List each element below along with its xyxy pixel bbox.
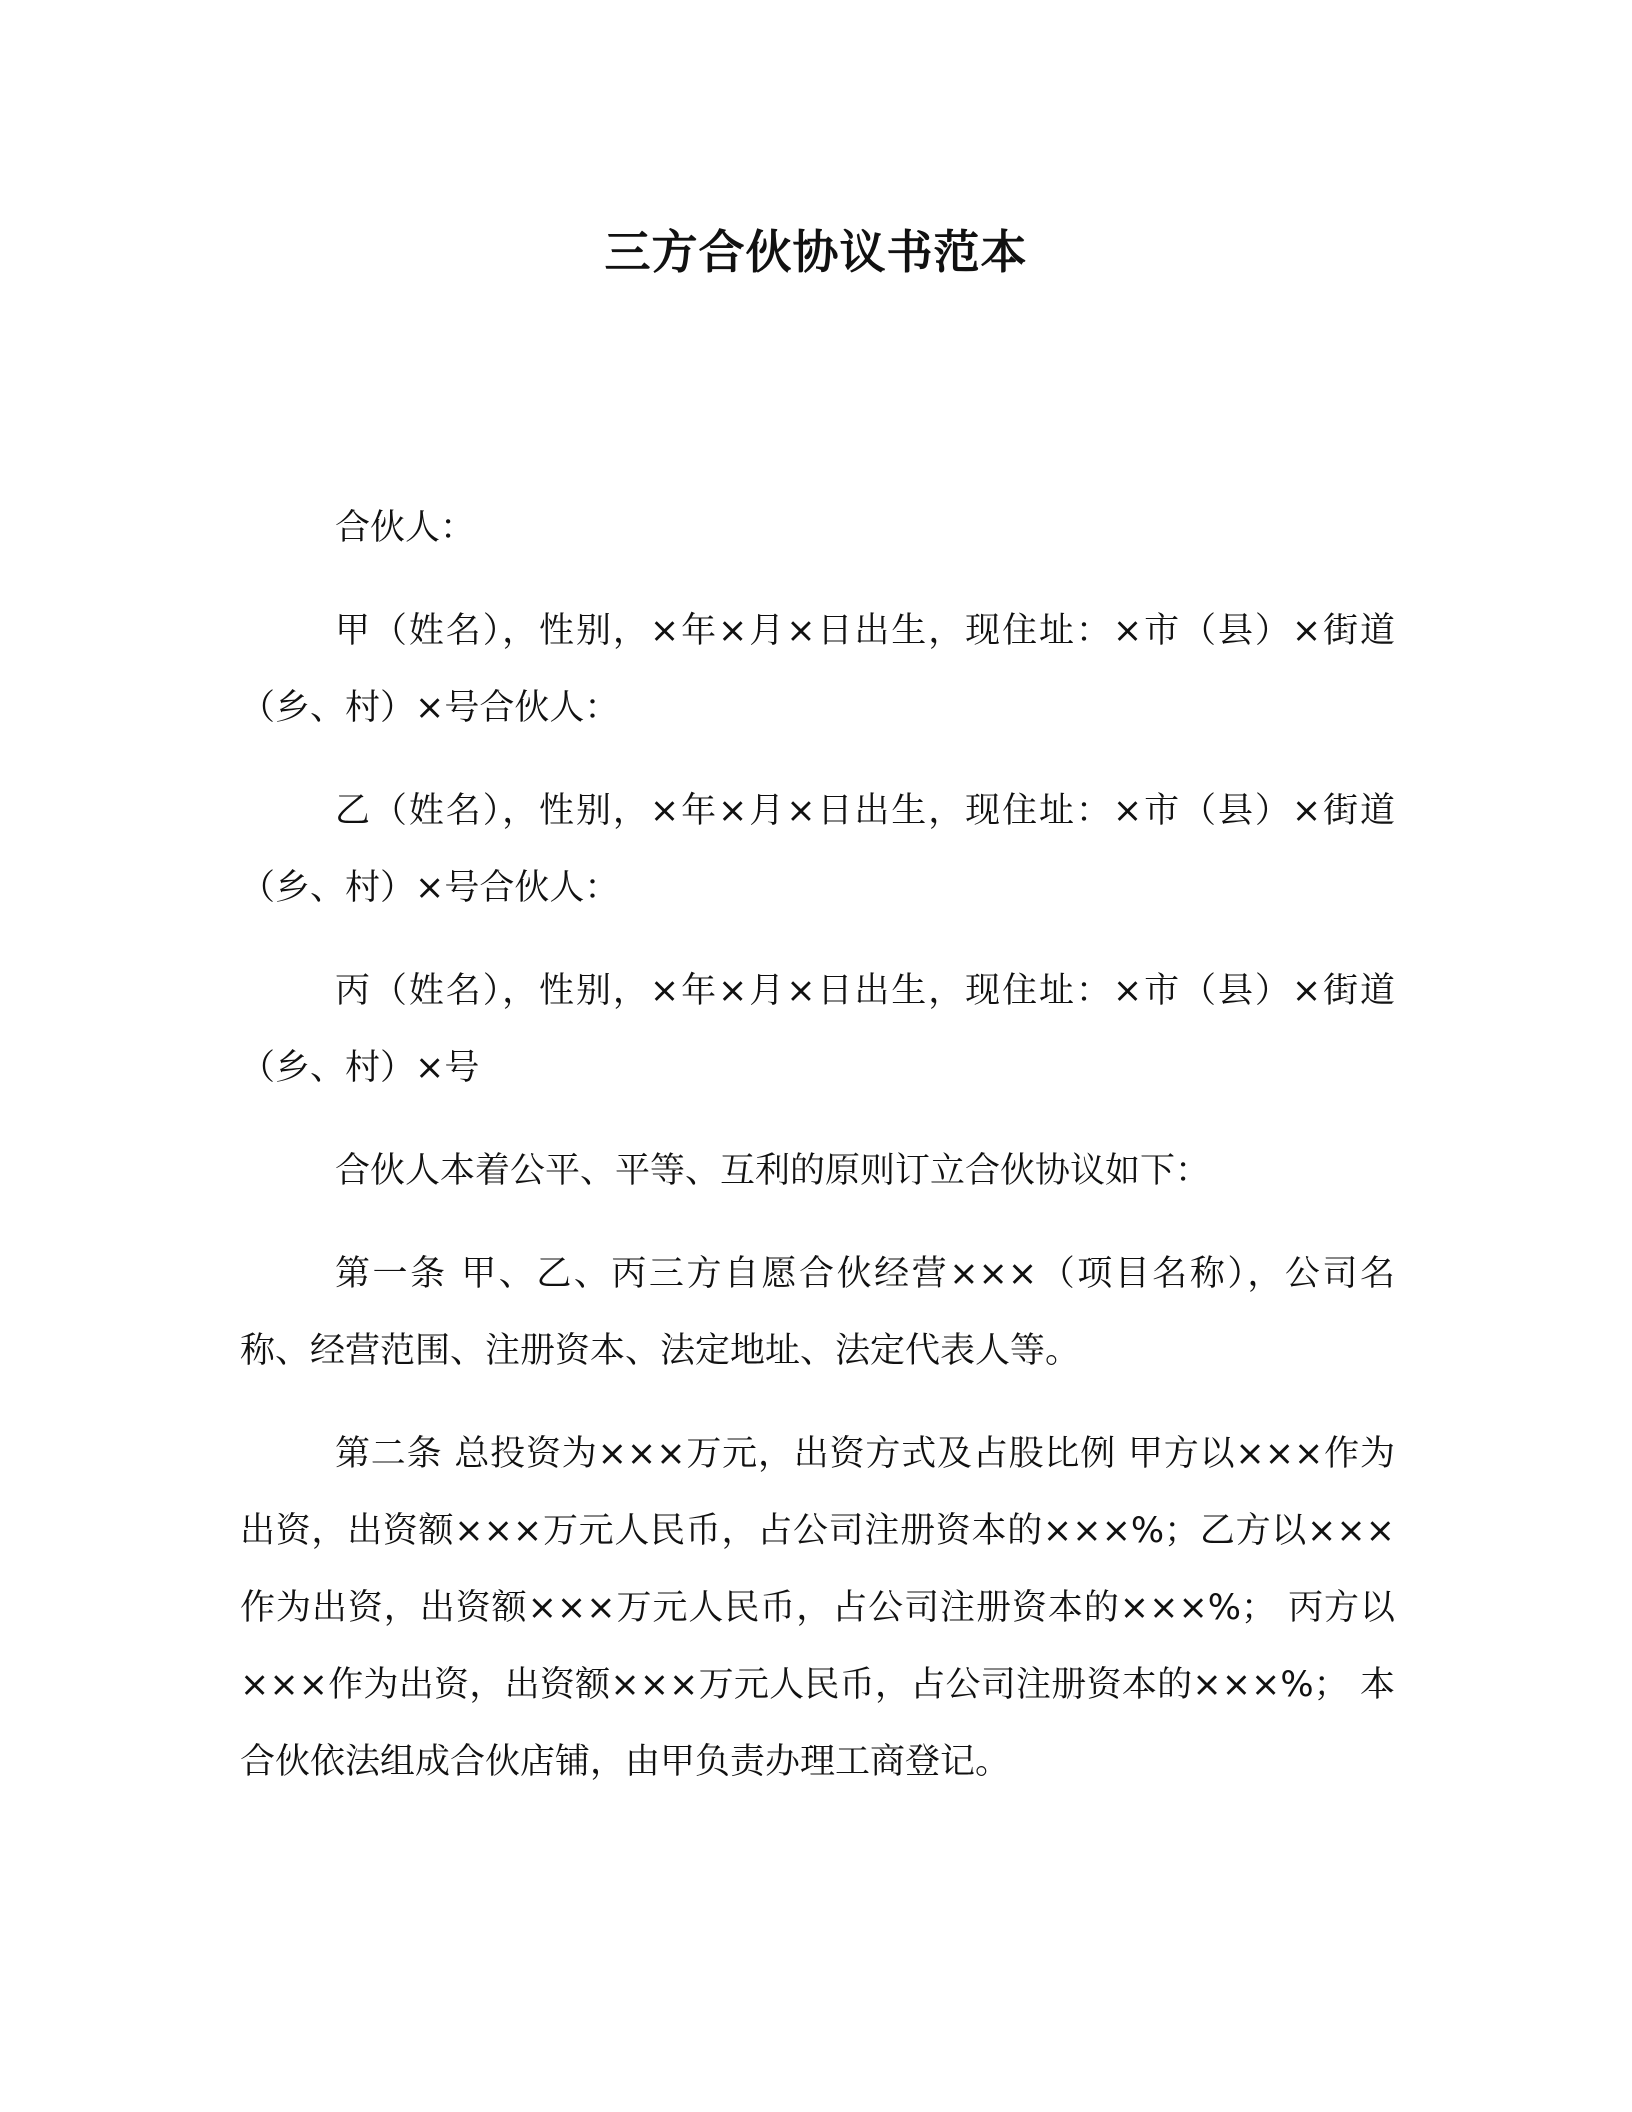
paragraph-article-2: 第二条 总投资为×××万元，出资方式及占股比例 甲方以×××作为出资，出资额×××万元人民币，占公司注册资本的×××%；乙方以×××作为出资，出资额×××万元人民币，占公司注册资本的×××%； 丙方以×××作为出资，出资额×××万元人民币，占公司注册资本的×××%； 本合伙依法组成合伙店铺，由甲负责办理工商登记。 (240, 1434, 1395, 1782)
paragraph-article-1: 第一条 甲、乙、丙三方自愿合伙经营×××（项目名称），公司名称、经营范围、注册资本、法定地址、法定代表人等。 (240, 1254, 1395, 1371)
document-body (240, 490, 1395, 1827)
paragraph-partner-a: 甲（姓名），性别，×年×月×日出生，现住址：×市（县）×街道（乡、村）×号合伙人： (240, 611, 1395, 728)
paragraph-partners-heading: 合伙人： (335, 508, 476, 548)
paragraph-preamble: 合伙人本着公平、平等、互利的原则订立合伙协议如下： (335, 1151, 1211, 1191)
paragraph-partner-c: 丙（姓名），性别，×年×月×日出生，现住址：×市（县）×街道（乡、村）×号 (240, 971, 1395, 1088)
document-title: 三方合伙协议书范本 (604, 225, 1028, 279)
paragraph-partner-b: 乙（姓名），性别，×年×月×日出生，现住址：×市（县）×街道（乡、村）×号合伙人： (240, 791, 1395, 908)
